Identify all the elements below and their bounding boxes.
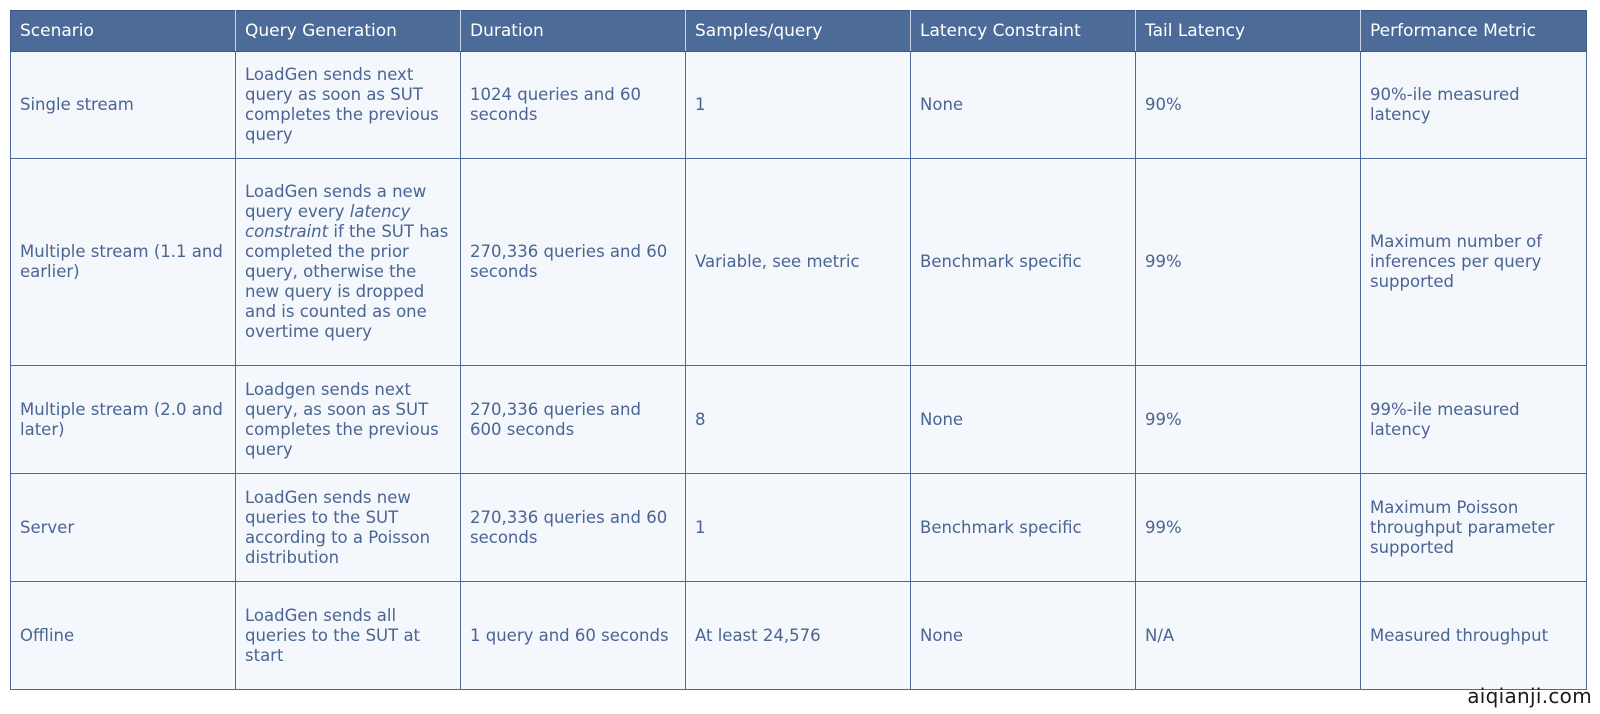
cell-samples-per-query: 1 <box>686 474 911 582</box>
cell-duration: 270,336 queries and 60 seconds <box>461 159 686 366</box>
cell-duration: 1 query and 60 seconds <box>461 582 686 690</box>
header-samples-per-query: Samples/query <box>686 11 911 52</box>
query-generation-text-after: if the SUT has completed the prior query, otherwise the new query is dropped and is counted as one overtime query <box>245 222 449 341</box>
cell-query-generation: LoadGen sends all queries to the SUT at start <box>236 582 461 690</box>
cell-latency-constraint: Benchmark specific <box>911 474 1136 582</box>
cell-latency-constraint: None <box>911 582 1136 690</box>
cell-latency-constraint: None <box>911 52 1136 159</box>
cell-latency-constraint: None <box>911 366 1136 474</box>
cell-samples-per-query: 8 <box>686 366 911 474</box>
cell-latency-constraint: Benchmark specific <box>911 159 1136 366</box>
cell-performance-metric: Measured throughput <box>1361 582 1587 690</box>
table-row <box>11 582 1587 690</box>
header-tail-latency: Tail Latency <box>1136 11 1361 52</box>
cell-samples-per-query: 1 <box>686 52 911 159</box>
cell-query-generation: Loadgen sends next query, as soon as SUT completes the previous query <box>236 366 461 474</box>
header-scenario: Scenario <box>11 11 236 52</box>
cell-scenario: Single stream <box>11 52 236 159</box>
cell-samples-per-query: At least 24,576 <box>686 582 911 690</box>
cell-performance-metric: Maximum Poisson throughput parameter supported <box>1361 474 1587 582</box>
cell-tail-latency: 90% <box>1136 52 1361 159</box>
cell-scenario: Multiple stream (2.0 and later) <box>11 366 236 474</box>
table-header <box>11 11 1587 52</box>
cell-tail-latency: 99% <box>1136 366 1361 474</box>
cell-duration: 1024 queries and 60 seconds <box>461 52 686 159</box>
cell-performance-metric: 99%-ile measured latency <box>1361 366 1587 474</box>
header-query-generation: Query Generation <box>236 11 461 52</box>
header-performance-metric: Performance Metric <box>1361 11 1587 52</box>
query-generation-text-before: LoadGen sends a new query every <box>245 182 427 221</box>
cell-tail-latency: 99% <box>1136 159 1361 366</box>
scenario-table <box>10 10 1587 690</box>
cell-tail-latency: N/A <box>1136 582 1361 690</box>
table-row <box>11 159 1587 366</box>
table-row <box>11 474 1587 582</box>
cell-scenario: Server <box>11 474 236 582</box>
cell-scenario: Offline <box>11 582 236 690</box>
cell-query-generation <box>236 159 461 366</box>
table-row <box>11 52 1587 159</box>
cell-tail-latency: 99% <box>1136 474 1361 582</box>
cell-scenario: Multiple stream (1.1 and earlier) <box>11 159 236 366</box>
cell-performance-metric: Maximum number of inferences per query supported <box>1361 159 1587 366</box>
cell-query-generation: LoadGen sends next query as soon as SUT completes the previous query <box>236 52 461 159</box>
header-duration: Duration <box>461 11 686 52</box>
cell-samples-per-query: Variable, see metric <box>686 159 911 366</box>
query-generation-emphasis: latency constraint <box>245 202 411 241</box>
cell-duration: 270,336 queries and 60 seconds <box>461 474 686 582</box>
cell-duration: 270,336 queries and 600 seconds <box>461 366 686 474</box>
cell-query-generation: LoadGen sends new queries to the SUT according to a Poisson distribution <box>236 474 461 582</box>
cell-performance-metric: 90%-ile measured latency <box>1361 52 1587 159</box>
table-row <box>11 366 1587 474</box>
scenario-table-container <box>10 10 1586 690</box>
header-row <box>11 11 1587 52</box>
table-body <box>11 52 1587 690</box>
watermark: aiqianji.com <box>1467 684 1592 708</box>
header-latency-constraint: Latency Constraint <box>911 11 1136 52</box>
